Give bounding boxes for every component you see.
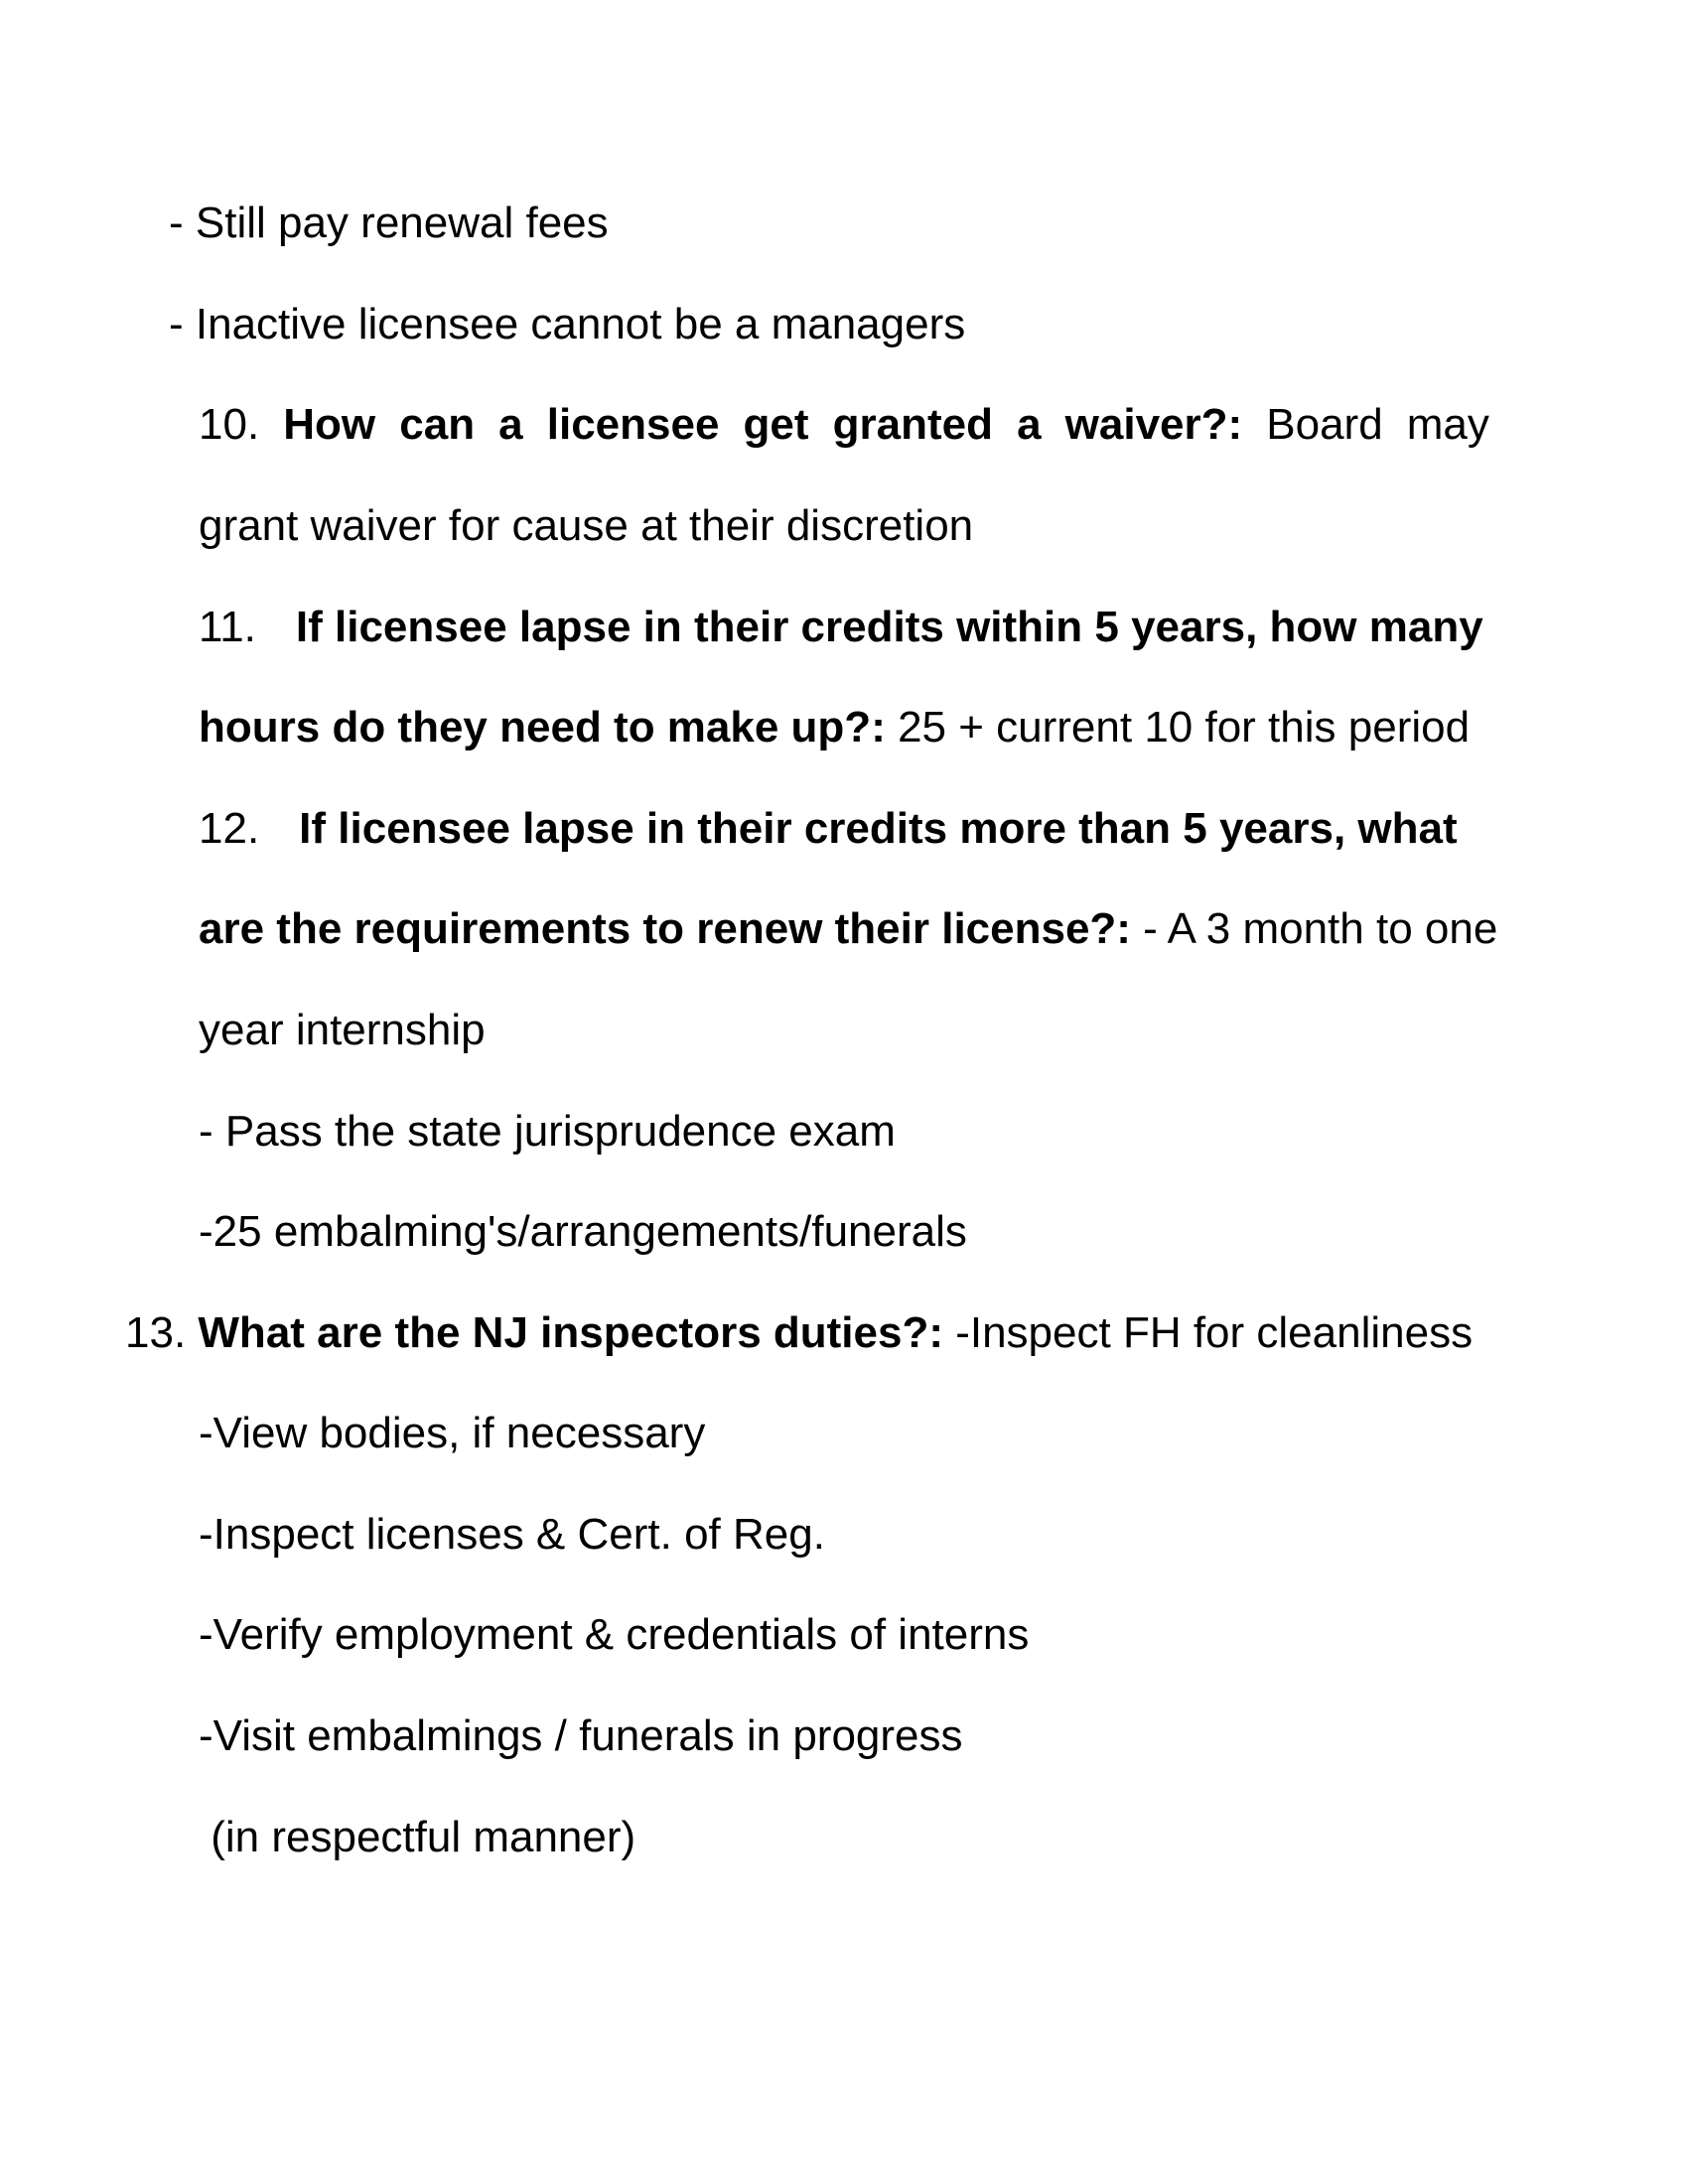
answer-12-embalmings: -25 embalming's/arrangements/funerals [199,1207,967,1256]
bullet-renewal-fees: - Still pay renewal fees [169,199,609,247]
answer-13-view-bodies: -View bodies, if necessary [199,1409,706,1457]
question-number: 11. [199,603,256,651]
question-10: 10. How can a licensee get granted a waiver?: Board may [199,398,1489,452]
bullet-inactive-managers: - Inactive licensee cannot be a managers [169,300,966,348]
answer-12: are the requirements to renew their license?: - A 3 month to one [199,904,1498,953]
answer-13-licenses: -Inspect licenses & Cert. of Reg. [199,1510,825,1559]
question-number: 13. [125,1308,187,1357]
question-number: 12. [199,804,260,853]
answer-13-visit: -Visit embalmings / funerals in progress [199,1711,963,1760]
answer-13-respectful: (in respectful manner) [199,1813,636,1861]
question-number: 10. [199,400,260,449]
answer-10: grant waiver for cause at their discretion [199,501,974,550]
answer-12-exam: - Pass the state jurisprudence exam [199,1107,896,1156]
answer-13-interns: -Verify employment & credentials of interns [199,1610,1030,1659]
question-13: 13. What are the NJ inspectors duties?: -Inspect FH for cleanliness [125,1308,1474,1357]
answer-11: hours do they need to make up?: 25 + current 10 for this period [199,703,1471,751]
question-12: 12. If licensee lapse in their credits more than 5 years, what [199,804,1458,853]
question-11: 11. If licensee lapse in their credits within 5 years, how many [199,603,1483,651]
answer-12-internship: year internship [199,1006,486,1054]
